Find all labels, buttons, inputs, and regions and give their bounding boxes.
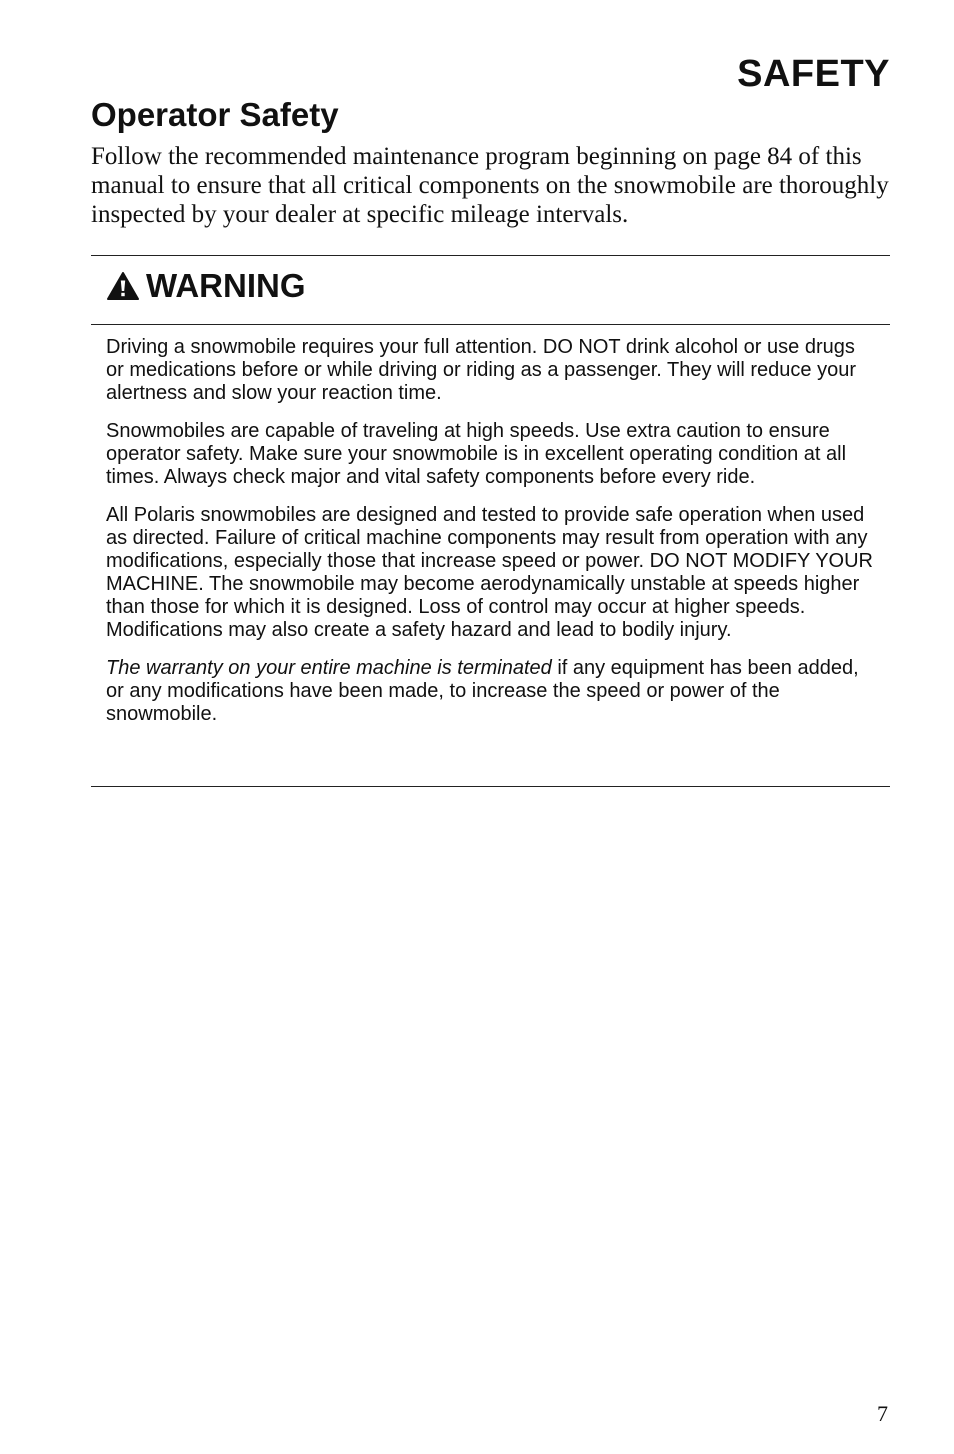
intro-paragraph: Follow the recommended maintenance program beginning on page 84 of this manual to ensure that all critical components on the snowmobile are thoroughly inspected by your dealer at specific mileage intervals. bbox=[91, 143, 889, 228]
warning-paragraph-warranty bbox=[106, 657, 878, 726]
warning-paragraph: Driving a snowmobile requires your full attention. DO NOT drink alcohol or use drugs or medications before or while driving or riding as a passenger. They will reduce your alertness and slow your reaction time. bbox=[106, 336, 857, 404]
warning-label: WARNING bbox=[146, 267, 306, 304]
warning-paragraph: All Polaris snowmobiles are designed and tested to provide safe operation when used as directed. Failure of critical machine components may result from operation with any modifications, especially those that increase speed or power. DO NOT MODIFY YOUR MACHINE. The snowmobile may become aerodynamically unstable at speeds higher than those for which it is designed. Loss of control may occur at higher speeds. Modifications may also create a safety hazard and lead to bodily injury. bbox=[106, 504, 873, 641]
warning-top-rule bbox=[91, 255, 890, 256]
chapter-title: SAFETY bbox=[737, 53, 890, 95]
page-number: 7 bbox=[877, 1401, 888, 1426]
warning-bottom-rule bbox=[91, 786, 890, 787]
warning-header bbox=[106, 264, 306, 308]
warning-triangle-icon bbox=[106, 271, 140, 301]
warning-paragraph: Snowmobiles are capable of traveling at high speeds. Use extra caution to ensure operator safety. Make sure your snowmobile is in excellent operating condition at all times. Always check major and vital safety components before every ride. bbox=[106, 420, 847, 488]
warning-body bbox=[106, 336, 878, 741]
section-heading: Operator Safety bbox=[91, 96, 339, 133]
warranty-text: if any equipment has been added, or any modifications have been made, to increase the speed or power of the snowmobile. bbox=[106, 657, 859, 725]
warranty-italic-lead: The warranty on your entire machine is terminated bbox=[106, 657, 552, 679]
warning-header-rule bbox=[91, 324, 890, 325]
